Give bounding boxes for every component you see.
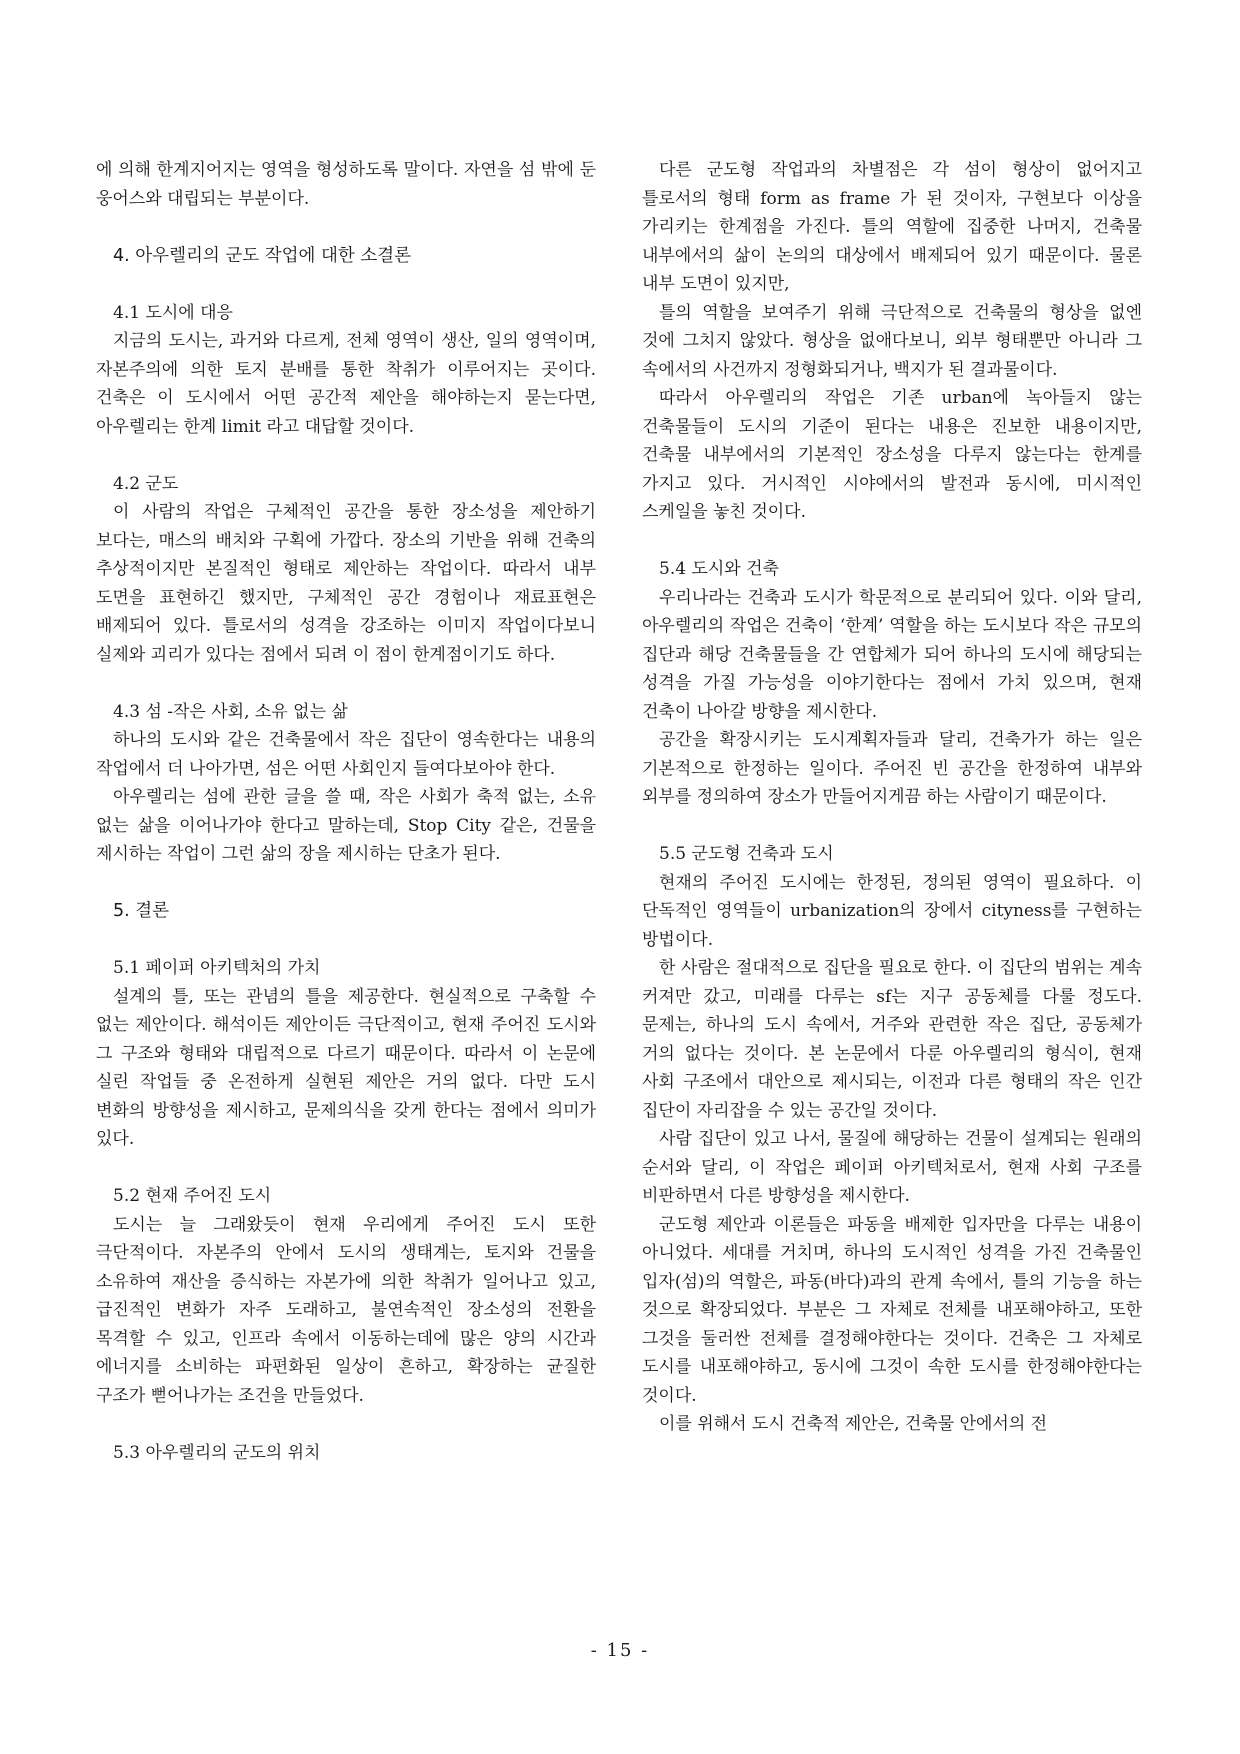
paragraph-4-2: 이 사람의 작업은 구체적인 공간을 통한 장소성을 제안하기 보다는, 매스의 배치와 구획에 가깝다. 장소의 기반을 위해 건축의 추상적이지만 본질적인 형태로 제안하는 작업이다. 따라서 내부 도면을 표현하긴 했지만, 구체적인 공간 경험이나 재료표현은 배제되어 있다. 틀로서의 성격을 강조하는 이미지 작업이다보니 실제와 괴리가 있다는 점에서 되려 이 점이 한계점이기도 하다. [96,502,596,665]
paragraph-5-5c: 사람 집단이 있고 나서, 물질에 해당하는 건물이 설계되는 원래의 순서와 달리, 이 작업은 페이퍼 아키텍처로서, 현재 사회 구조를 비판하면서 다른 방향성을 제시한다. [642,1129,1142,1206]
page-number: - 15 - [590,1640,650,1661]
paragraph-4-1: 지금의 도시는, 과거와 다르게, 전체 영역이 생산, 일의 영역이며, 자본주의에 의한 토지 분배를 통한 착취가 이루어지는 곳이다. 건축은 이 도시에서 어떤 공간적 제안을 해야하는지 묻는다면, 아우렐리는 한계 limit 라고 대답할 것이다. [96,331,596,437]
paragraph-5-2: 도시는 늘 그래왔듯이 현재 우리에게 주어진 도시 또한 극단적이다. 자본주의 안에서 도시의 생태계는, 토지와 건물을 소유하여 재산을 증식하는 자본가에 의한 착취가 일어나고 있고, 급진적인 변화가 자주 도래하고, 불연속적인 장소성의 전환을 목격할 수 있고, 인프라 속에서 이동하는데에 많은 양의 시간과 에너지를 소비하는 파편화된 일상이 흔하고, 확장하는 균질한 구조가 뻗어나가는 조건을 만들었다. [96,1214,596,1406]
paragraph-5-5e: 이를 위해서 도시 건축적 제안은, 건축물 안에서의 전 [659,1414,1048,1434]
paragraph-4-3a: 하나의 도시와 같은 건축물에서 작은 집단이 영속한다는 내용의 작업에서 더 나아가면, 섬은 어떤 사회인지 들여다보아야 한다. [96,730,596,779]
subsection-heading-4-3: 4.3 섬 -작은 사회, 소유 없는 삶 [113,701,348,722]
section-heading-4: 4. 아우렐리의 군도 작업에 대한 소결론 [113,245,412,266]
paragraph-5-4b: 공간을 확장시키는 도시계획자들과 달리, 건축가가 하는 일은 기본적으로 한정하는 일이다. 주어진 빈 공간을 한정하여 내부와 외부를 정의하여 장소가 만들어지게끔 하는 사람이기 때문이다. [642,730,1142,807]
subsection-heading-4-2: 4.2 군도 [113,473,179,494]
paragraph-5-4a: 우리나라는 건축과 도시가 학문적으로 분리되어 있다. 이와 달리, 아우렐리의 작업은 건축이 ‘한계’ 역할을 하는 도시보다 작은 규모의 집단과 해당 건축물들을 간 연합체가 되어 하나의 도시에 해당되는 성격을 가질 가능성을 이야기한다는 점에서 가치 있으며, 현재 건축이 나아갈 방향을 제시한다. [642,587,1142,722]
paragraph-5-5d: 군도형 제안과 이론들은 파동을 배제한 입자만을 다루는 내용이 아니었다. 세대를 거치며, 하나의 도시적인 성격을 가진 건축물인 입자(섬)의 역할은, 파동(바다)과의 관계 속에서, 틀의 기능을 하는 것으로 확장되었다. 부분은 그 자체로 전체를 내포해야하고, 또한 그것을 둘러싼 전체를 결정해야한다는 것이다. 건축은 그 자체로 도시를 내포해야하고, 동시에 그것이 속한 도시를 한정해야한다는 것이다. [642,1214,1142,1406]
paragraph-5-1: 설계의 틀, 또는 관념의 틀을 제공한다. 현실적으로 구축할 수 없는 제안이다. 해석이든 제안이든 극단적이고, 현재 주어진 도시와 그 구조와 형태와 대립적으로 다르기 때문이다. 따라서 이 논문에 실린 작업들 중 온전하게 실현된 제안은 거의 없다. 다만 도시 변화의 방향성을 제시하고, 문제의식을 갖게 한다는 점에서 의미가 있다. [96,986,596,1149]
subsection-heading-5-5: 5.5 군도형 건축과 도시 [659,844,834,864]
paragraph-5-5a: 현재의 주어진 도시에는 한정된, 정의된 영역이 필요하다. 이 단독적인 영역들이 urbanization의 장에서 cityness를 구현하는 방법이다. [642,872,1142,950]
subsection-heading-4-1: 4.1 도시에 대응 [113,302,233,323]
paragraph-right-a: 다른 군도형 작업과의 차별점은 각 섬이 형상이 없어지고 틀로서의 형태 form as frame 가 된 것이자, 구현보다 이상을 가리키는 한계점을 가진다. 틀의 역할에 집중한 나머지, 건축물 내부에서의 삶이 논의의 대상에서 배제되어 있기 때문이다. 물론 내부 도면이 있지만, [642,160,1142,294]
subsection-heading-5-3: 5.3 아우렐리의 군도의 위치 [113,1442,321,1463]
left-column [96,156,596,1467]
paragraph-intro: 에 의해 한계지어지는 영역을 형성하도록 말이다. 자연을 섬 밖에 둔 웅어스와 대립되는 부분이다. [96,160,596,209]
subsection-heading-5-1: 5.1 페이퍼 아키텍처의 가치 [113,958,321,978]
subsection-heading-5-4: 5.4 도시와 건축 [659,559,779,579]
section-heading-5: 5. 결론 [113,901,170,921]
paragraph-right-c: 따라서 아우렐리의 작업은 기존 urban에 녹아들지 않는 건축물들이 도시의 기준이 된다는 내용은 진보한 내용이지만, 건축물 내부에서의 기본적인 장소성을 다루지 않는다는 한계를 가지고 있다. 거시적인 시야에서의 발전과 동시에, 미시적인 스케일을 놓친 것이다. [642,388,1142,522]
right-column [642,156,1142,1439]
paragraph-right-b: 틀의 역할을 보여주기 위해 극단적으로 건축물의 형상을 없엔 것에 그치지 않았다. 형상을 없애다보니, 외부 형태뿐만 아니라 그 속에서의 사건까지 정형화되거나, 백지가 된 결과물이다. [642,302,1142,380]
subsection-heading-5-2: 5.2 현재 주어진 도시 [113,1186,272,1206]
paragraph-5-5b: 한 사람은 절대적으로 집단을 필요로 한다. 이 집단의 범위는 계속 커져만 갔고, 미래를 다루는 sf는 지구 공동체를 다룰 정도다. 문제는, 하나의 도시 속에서, 거주와 관련한 작은 집단, 공동체가 거의 없다는 것이다. 본 논문에서 다룬 아우렐리의 형식이, 현재 사회 구조에서 대안으로 제시되는, 이전과 다른 형태의 작은 인간 집단이 자리잡을 수 있는 공간일 것이다. [642,958,1142,1121]
paragraph-4-3b: 아우렐리는 섬에 관한 글을 쓸 때, 작은 사회가 축적 없는, 소유 없는 삶을 이어나가야 한다고 말하는데, Stop City 같은, 건물을 제시하는 작업이 그런 삶의 장을 제시하는 단초가 된다. [96,787,596,864]
